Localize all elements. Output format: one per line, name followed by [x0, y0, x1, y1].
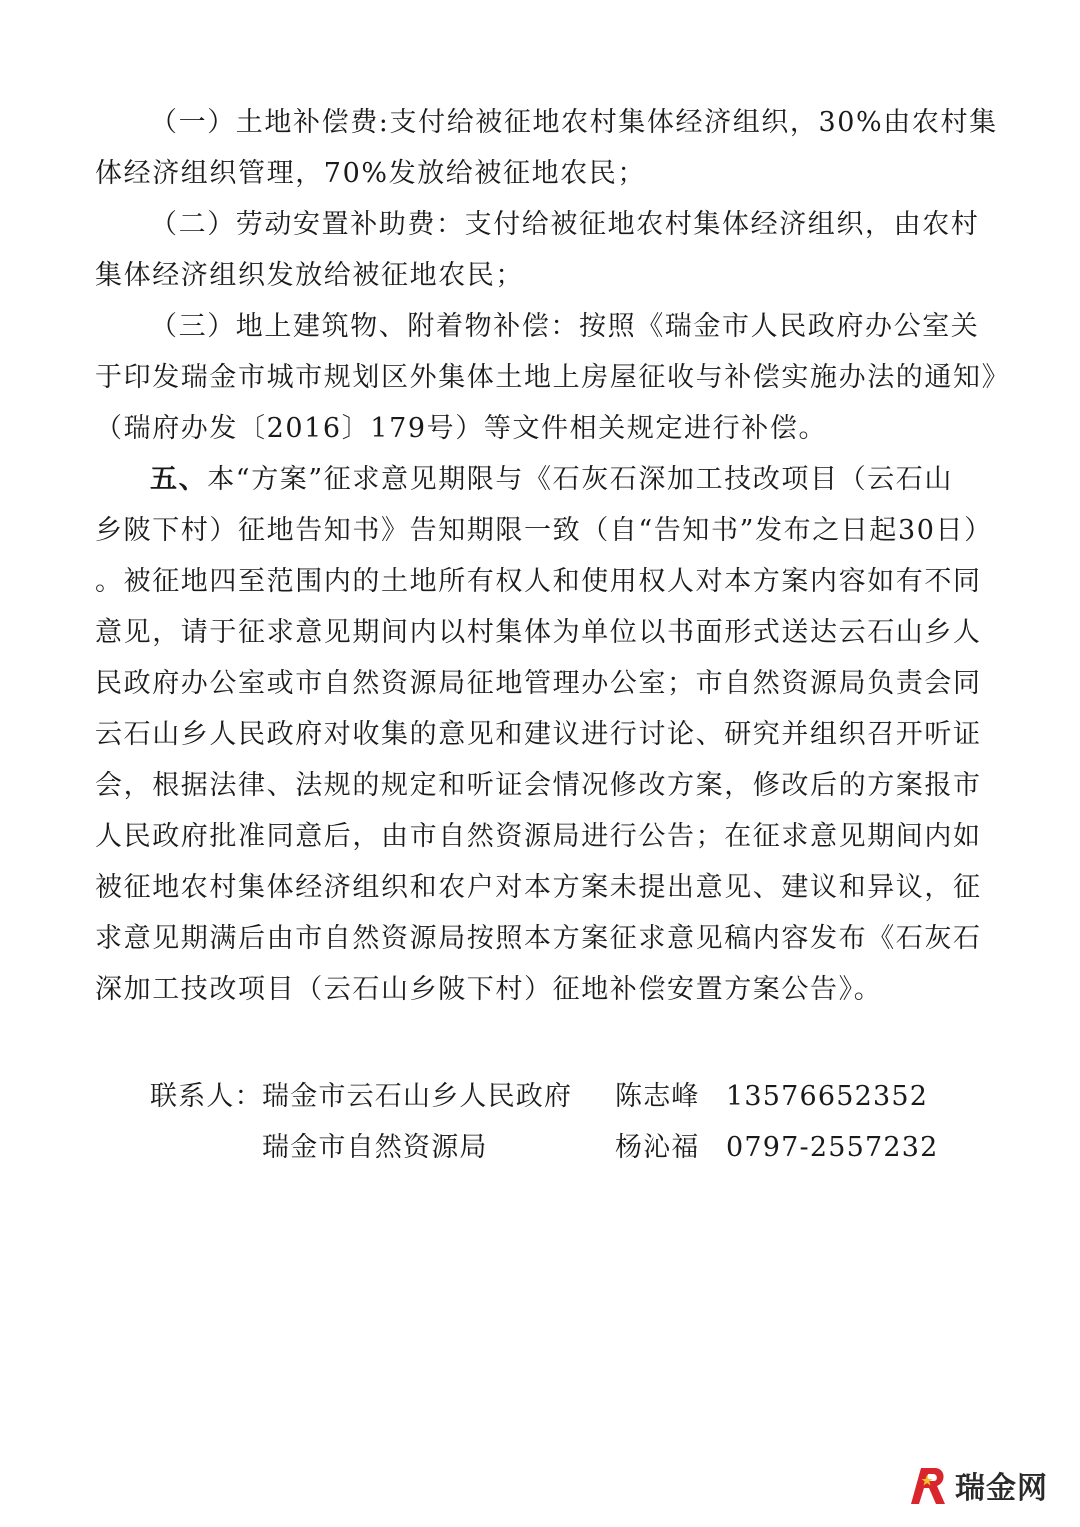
- contact-2-org: 瑞金市自然资源局: [262, 1132, 488, 1163]
- section5-lead: 五、: [150, 464, 208, 495]
- item2-line-1: （二）劳动安置补助费：支付给被征地农村集体经济组织，由农村: [150, 209, 980, 240]
- section5-line-1-text: 本“方案”征求意见期限与《石灰石深加工技改项目（云石山: [207, 464, 954, 495]
- section5-line-7: 会，根据法律、法规的规定和听证会情况修改方案，修改后的方案报市: [95, 770, 982, 801]
- section5-line-10: 求意见期满后由市自然资源局按照本方案征求意见稿内容发布《石灰石: [95, 923, 982, 954]
- contact-2-person: 杨沁福: [615, 1132, 700, 1163]
- section5-line-11: 深加工技改项目（云石山乡陂下村）征地补偿安置方案公告》。: [95, 974, 883, 1005]
- item1-line-1: （一）土地补偿费:支付给被征地农村集体经济组织，30%由农村集: [150, 107, 998, 138]
- contact-1-org: 瑞金市云石山乡人民政府: [262, 1081, 573, 1112]
- section5-line-4: 意见，请于征求意见期间内以村集体为单位以书面形式送达云石山乡人: [95, 617, 982, 648]
- site-watermark: [905, 1460, 1065, 1510]
- contact-2-phone: 0797-2557232: [726, 1132, 939, 1163]
- section5-line-3: 。被征地四至范围内的土地所有权人和使用权人对本方案内容如有不同: [95, 566, 982, 597]
- section5-line-6: 云石山乡人民政府对收集的意见和建议进行讨论、研究并组织召开听证: [95, 719, 982, 750]
- section5-line-2: 乡陂下村）征地告知书》告知期限一致（自“告知书”发布之日起30日）: [95, 515, 993, 546]
- watermark-text: 瑞金网: [955, 1471, 1048, 1506]
- item3-line-2: 于印发瑞金市城市规划区外集体土地上房屋征收与补偿实施办法的通知》: [95, 362, 1011, 393]
- section5-line-9: 被征地农村集体经济组织和农户对本方案未提出意见、建议和异议，征: [95, 872, 982, 903]
- ruijin-logo-icon: [905, 1462, 951, 1508]
- item2-line-2: 集体经济组织发放给被征地农民；: [95, 260, 524, 291]
- section5-line-5: 民政府办公室或市自然资源局征地管理办公室；市自然资源局负责会同: [95, 668, 982, 699]
- section5-line-1: [150, 463, 1050, 497]
- section5-line-8: 人民政府批准同意后，由市自然资源局进行公告；在征求意见期间内如: [95, 821, 982, 852]
- item3-line-1: （三）地上建筑物、附着物补偿：按照《瑞金市人民政府办公室关: [150, 311, 980, 342]
- item1-line-2: 体经济组织管理，70%发放给被征地农民；: [95, 158, 647, 189]
- contact-1-phone: 13576652352: [726, 1081, 929, 1112]
- item3-line-3: （瑞府办发〔2016〕179号）等文件相关规定进行补偿。: [95, 413, 828, 444]
- contacts-label: 联系人：: [150, 1081, 263, 1112]
- contact-1-person: 陈志峰: [615, 1081, 700, 1112]
